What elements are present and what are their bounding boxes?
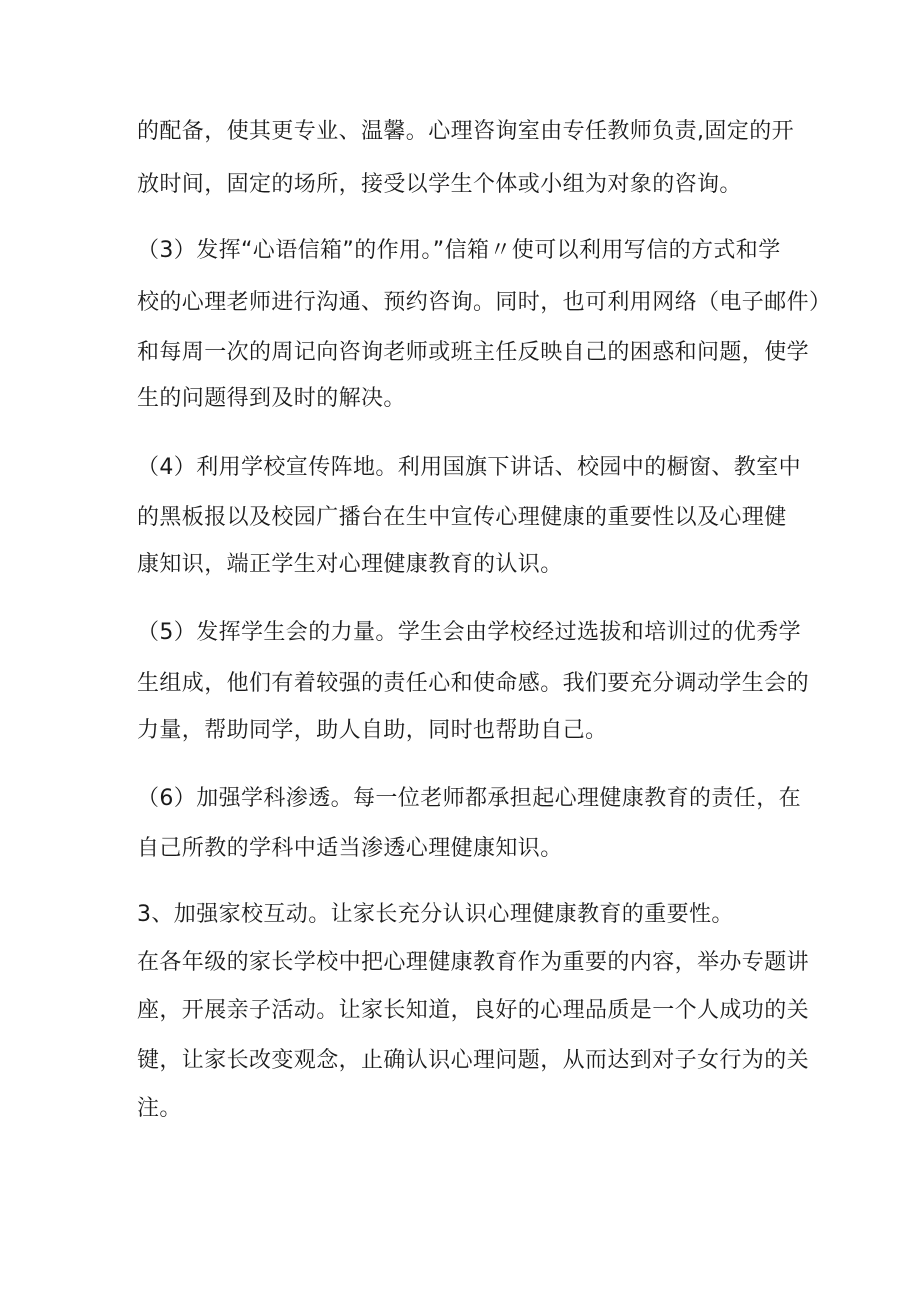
- text-line: （4）利用学校宣传阵地。利用国旗下讲话、校园中的橱窗、教室中: [137, 455, 801, 480]
- text-line: 校的心理老师进行沟通、预约咨询。同时，也可利用网络（电子邮件）: [137, 290, 832, 315]
- text-line: 自己所教的学科中适当渗透心理健康知识。: [137, 836, 563, 861]
- text-line: 座，开展亲子活动。让家长知道，良好的心理品质是一个人成功的关: [137, 998, 810, 1023]
- text-line: （5）发挥学生会的力量。学生会由学校经过选拔和培训过的优秀学: [137, 620, 801, 645]
- section-heading: 3、加强家校互动。让家长充分认识心理健康教育的重要性。: [137, 902, 734, 927]
- text-line: 力量，帮助同学，助人自助，同时也帮助自己。: [137, 718, 608, 743]
- text-line: 生组成，他们有着较强的责任心和使命感。我们要充分调动学生会的: [137, 671, 810, 696]
- text-line: 康知识，端正学生对心理健康教育的认识。: [137, 552, 563, 577]
- text-line: 的配备，使其更专业、温馨。心理咨询室由专任教师负责,固定的开: [137, 119, 794, 144]
- text-line: 在各年级的家长学校中把心理健康教育作为重要的内容，举办专题讲: [137, 950, 810, 975]
- text-line: （6）加强学科渗透。每一位老师都承担起心理健康教育的责任，在: [137, 786, 801, 811]
- text-line: 注。: [137, 1096, 182, 1121]
- text-line: 键，让家长改变观念，止确认识心理问题，从而达到对子女行为的关: [137, 1048, 810, 1073]
- text-line: 和每周一次的周记向咨询老师或班主任反映自己的困惑和问题，使学: [137, 340, 810, 365]
- text-line: （3）发挥“心语信箱”的作用。”信箱〃使可以利用写信的方式和学: [137, 238, 781, 263]
- text-line: 的黑板报以及校园广播台在生中宣传心理健康的重要性以及心理健: [137, 505, 787, 530]
- text-line: 生的问题得到及时的解决。: [137, 386, 406, 411]
- text-line: 放时间，固定的场所，接受以学生个体或小组为对象的咨询。: [137, 172, 742, 197]
